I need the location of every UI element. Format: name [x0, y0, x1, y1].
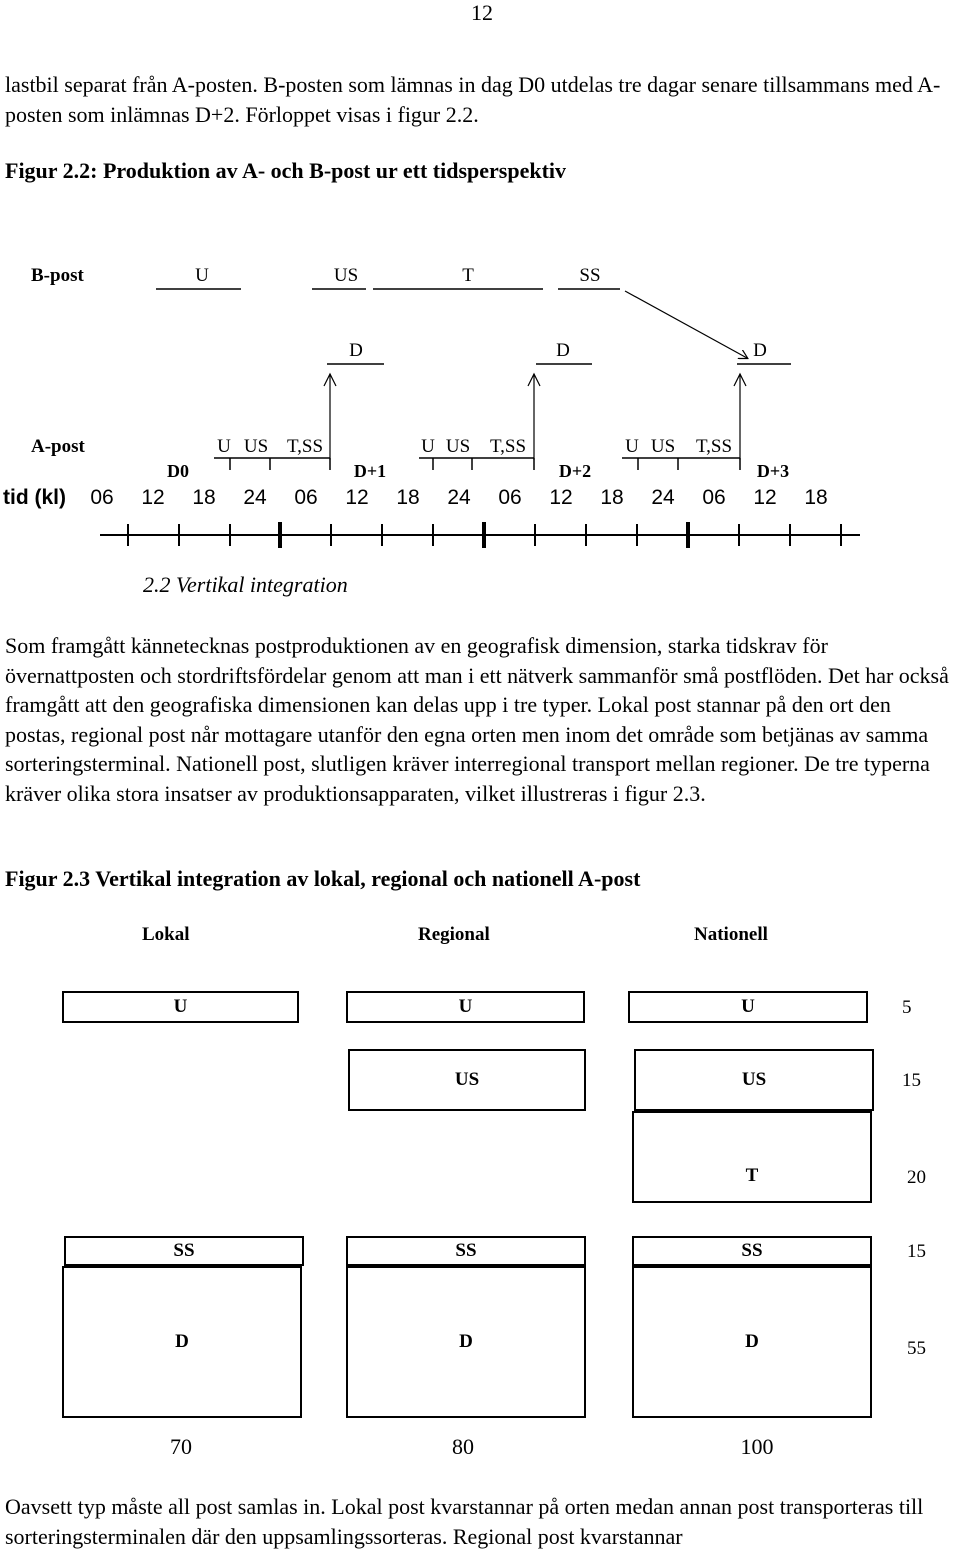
total-regional: 80	[452, 1434, 474, 1459]
body-paragraph: Som framgått kännetecknas postproduktionen av en geografisk dimension, starka tidskrav för övernattposten och stordriftsfördelar genom att man i ett nätverk sammanför små postflöden. Det har också framgått att den geografiska dimensionen kan delas upp i tre typer. Lokal post stannar på den ort den postas, regional post når mottagare utanför den egna orten men inom det område som betjänas av samma sorteringsterminal. Nationell post, slutligen kräver interregional transport mellan regioner. De tre typerna kräver olika stora insatser av produktionsapparaten, vilket illustreras i figur 2.3.	[5, 633, 949, 806]
nationell-t-box: T	[632, 1111, 872, 1203]
hour-label: 06	[294, 486, 318, 509]
column-header-regional: Regional	[418, 924, 490, 945]
row-d-value: 55	[907, 1338, 926, 1359]
bpost-arrow	[625, 291, 747, 358]
hour-label: 12	[141, 486, 165, 509]
apost-group-2-u: U	[421, 436, 435, 457]
total-lokal: 70	[170, 1434, 192, 1459]
bpost-stage-us: US	[333, 265, 359, 286]
hour-label: 12	[345, 486, 369, 509]
day-d2: D+2	[558, 461, 592, 481]
delivery-d-3: D	[753, 340, 767, 361]
row-u-value: 5	[902, 997, 912, 1018]
bpost-stage-ss: SS	[579, 265, 601, 286]
regional-us-box: US	[348, 1049, 586, 1111]
hour-label: 18	[192, 486, 216, 509]
figure-2-2-caption: Figur 2.2: Produktion av A- och B-post ur ett tidsperspektiv	[5, 158, 567, 183]
column-header-lokal: Lokal	[142, 924, 190, 945]
hour-label: 12	[753, 486, 777, 509]
day-d0: D0	[167, 461, 189, 481]
apost-group-1-us: US	[243, 436, 269, 457]
row-ss-value: 15	[907, 1241, 926, 1262]
hour-label: 06	[498, 486, 522, 509]
hour-label: 06	[702, 486, 726, 509]
apost-group-2-tss: T,SS	[489, 436, 527, 457]
section-heading: 2.2 Vertikal integration	[143, 572, 348, 597]
apost-arrows	[324, 374, 746, 460]
apost-group-3-tss: T,SS	[695, 436, 733, 457]
day-d3: D+3	[756, 461, 790, 481]
apost-group-3-u: U	[625, 436, 639, 457]
nationell-ss-box: SS	[632, 1236, 872, 1266]
nationell-d-box: D	[632, 1266, 872, 1418]
lokal-ss-box: SS	[64, 1236, 304, 1266]
regional-u-box: U	[346, 991, 585, 1023]
row-us-value: 15	[902, 1070, 921, 1091]
page-number: 12	[471, 0, 493, 25]
intro-paragraph: lastbil separat från A-posten. B-posten som lämnas in dag D0 utdelas tre dagar senare tillsammans med A-posten som inlämnas D+2. Förloppet visas i figur 2.2.	[5, 72, 941, 127]
row-t-value: 20	[907, 1167, 926, 1188]
lokal-d-box: D	[62, 1266, 302, 1418]
bpost-label: B-post	[31, 265, 84, 286]
apost-group-3-us: US	[650, 436, 676, 457]
hour-label: 12	[549, 486, 573, 509]
apost-group-1-tss: T,SS	[286, 436, 324, 457]
nationell-us-box: US	[634, 1049, 874, 1111]
apost-label: A-post	[31, 436, 85, 457]
hour-label: 24	[447, 486, 471, 509]
apost-group-2-us: US	[445, 436, 471, 457]
hour-label: 18	[600, 486, 624, 509]
bpost-stage-t: T	[462, 265, 474, 286]
apost-brackets	[214, 458, 740, 470]
hour-label: 18	[396, 486, 420, 509]
delivery-d-2: D	[556, 340, 570, 361]
apost-group-1-u: U	[217, 436, 231, 457]
regional-d-box: D	[346, 1266, 586, 1418]
column-header-nationell: Nationell	[694, 924, 768, 945]
hour-label: 24	[243, 486, 267, 509]
delivery-d-1: D	[349, 340, 363, 361]
hour-label: 24	[651, 486, 675, 509]
hour-label: 06	[90, 486, 114, 509]
nationell-u-box: U	[628, 991, 868, 1023]
figure-2-2-timeline	[0, 0, 960, 600]
day-d1: D+1	[353, 461, 387, 481]
regional-ss-box: SS	[346, 1236, 586, 1266]
closing-paragraph: Oavsett typ måste all post samlas in. Lokal post kvarstannar på orten medan annan post transporteras till sorteringsterminalen där den uppsamlingssorteras. Regional post kvarstannar	[5, 1494, 924, 1549]
bpost-stage-u: U	[195, 265, 209, 286]
lokal-u-box: U	[62, 991, 299, 1023]
hour-label: 18	[804, 486, 828, 509]
figure-2-3-caption: Figur 2.3 Vertikal integration av lokal, regional och nationell A-post	[5, 866, 641, 891]
total-nationell: 100	[740, 1434, 774, 1459]
time-label: tid (kl)	[3, 486, 66, 509]
